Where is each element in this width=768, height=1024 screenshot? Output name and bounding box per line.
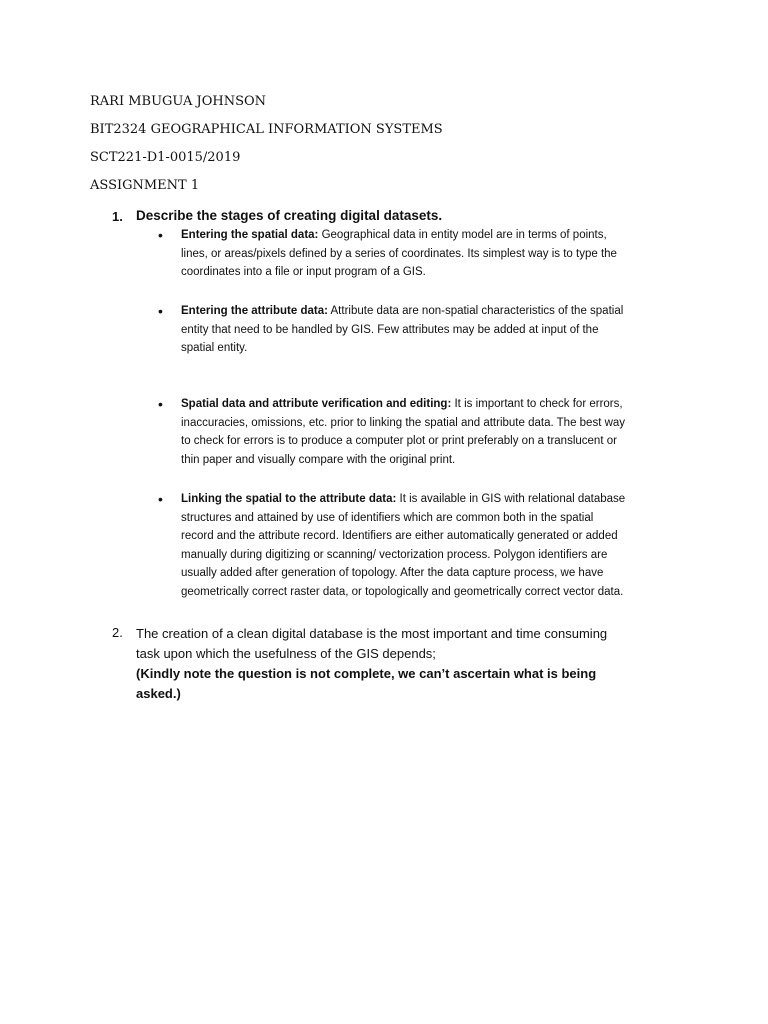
- bullet-term: Linking the spatial to the attribute data:: [181, 493, 397, 505]
- question-2-note-line: asked.): [136, 686, 181, 701]
- bullet-line: [181, 395, 625, 414]
- bullet-line: manually during digitizing or scanning/ vectorization process. Polygon identifiers are: [181, 548, 608, 561]
- bullet-line: lines, or areas/pixels defined by a series of coordinates. Its simplest way is to type the: [181, 247, 617, 260]
- bullet-line: to check for errors is to produce a computer plot or print preferably on a translucent or: [181, 435, 617, 447]
- bullet-text: Attribute data are non-spatial characteristics of the spatial: [327, 305, 624, 317]
- bullet-item-attribute-data: [181, 302, 623, 358]
- question-2-note-line: (Kindly note the question is not complete, we can’t ascertain what is being: [136, 666, 597, 681]
- question-2-text-line: task upon which the usefulness of the GIS depends;: [136, 646, 436, 661]
- bullet-line: [181, 226, 617, 245]
- bullet-text: Geographical data in entity model are in terms of points,: [318, 229, 607, 241]
- bullet-line: inaccuracies, omissions, etc. prior to linking the spatial and attribute data. The best way: [181, 416, 626, 429]
- bullet-item-linking-data: [181, 490, 625, 601]
- question-2-text-line: The creation of a clean digital database is the most important and time consuming: [136, 626, 608, 641]
- bullet-item-verification-editing: [181, 395, 625, 469]
- question-1-text: Describe the stages of creating digital datasets.: [136, 208, 443, 223]
- bullet-line: record and the attribute record. Identifiers are either automatically generated or added: [181, 530, 618, 542]
- bullet-icon: •: [158, 491, 163, 507]
- bullet-line: entity that need to be handled by GIS. Few attributes may be added at input of the: [181, 323, 599, 336]
- bullet-icon: •: [158, 303, 163, 319]
- assignment-title: ASSIGNMENT 1: [90, 178, 200, 193]
- bullet-text: It is available in GIS with relational database: [396, 493, 626, 505]
- bullet-icon: •: [158, 396, 163, 412]
- question-1-number: 1.: [112, 209, 123, 224]
- bullet-term: Entering the spatial data:: [181, 229, 319, 241]
- bullet-line: usually added after generation of topology. After the data capture process, we have: [181, 567, 604, 579]
- bullet-line: [181, 302, 623, 321]
- bullet-term: Entering the attribute data:: [181, 305, 328, 317]
- bullet-line: spatial entity.: [181, 342, 248, 354]
- bullet-line: coordinates into a file or input program of a GIS.: [181, 266, 426, 278]
- question-2-number: 2.: [112, 625, 123, 640]
- student-name: RARI MBUGUA JOHNSON: [90, 94, 267, 109]
- bullet-item-spatial-data: [181, 226, 617, 282]
- bullet-text: It is important to check for errors,: [451, 398, 623, 410]
- bullet-icon: •: [158, 227, 163, 243]
- bullet-line: structures and attained by use of identifiers which are common both in the spatial: [181, 511, 594, 524]
- bullet-term: Spatial data and attribute verification and editing:: [181, 398, 452, 410]
- bullet-line: thin paper and visually compare with the original print.: [181, 453, 456, 466]
- registration-number: SCT221-D1-0015/2019: [90, 150, 241, 165]
- bullet-line: [181, 490, 625, 509]
- course-title: BIT2324 GEOGRAPHICAL INFORMATION SYSTEMS: [90, 122, 443, 137]
- bullet-line: geometrically correct raster data, or topologically and geometrically correct vector data.: [181, 585, 624, 598]
- question-2-body: [136, 624, 607, 704]
